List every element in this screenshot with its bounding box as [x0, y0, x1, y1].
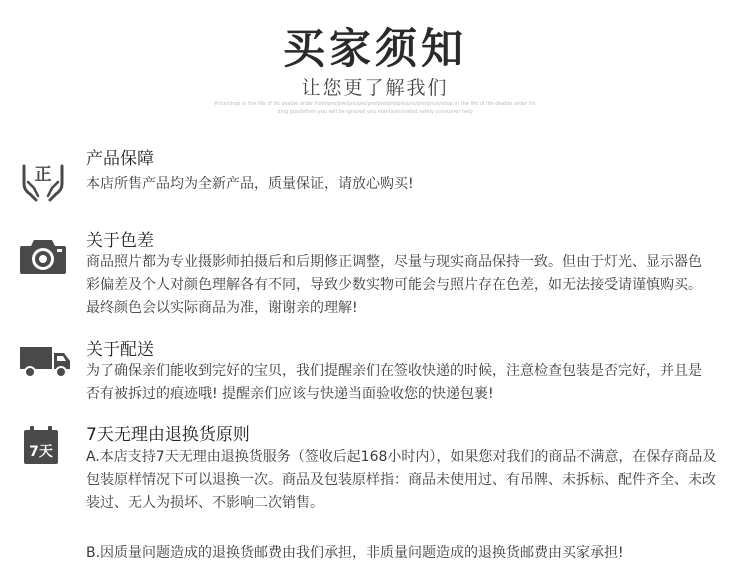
svg-text:正: 正 — [34, 165, 52, 185]
section-return-policy — [20, 424, 732, 564]
section-body — [86, 173, 736, 196]
section-heading: 关于配送 — [86, 340, 154, 360]
body-line: A.本店支持7天无理由退换货服务（签收后起168小时内），如果您对我们的商品不满意，在保存商品及 — [86, 449, 717, 465]
page-title: 买家须知 — [282, 24, 467, 73]
section-product-guarantee — [20, 146, 732, 206]
body-line: 商品照片都为专业摄影师拍摄后和后期修正调整，尽量与现实商品保持一致。但由于灯光、显示器色 — [86, 254, 702, 270]
section-heading: 7天无理由退换货原则 — [86, 425, 250, 445]
section-heading: 产品保障 — [86, 149, 154, 169]
body-line: B.因质量问题造成的退换货邮费由我们承担，非质量问题造成的退换货邮费由买家承担! — [86, 545, 624, 561]
camera-icon — [20, 236, 66, 280]
body-line: 包装原样情况下可以退换一次。商品及包装原样指：商品未使用过、有吊牌、未拆标、配件齐全、未改 — [86, 472, 716, 488]
section-heading: 关于色差 — [86, 231, 154, 251]
tagline — [200, 100, 550, 116]
seven-days-calendar-icon — [22, 426, 60, 470]
body-line: 彩偏差及个人对颜色理解各有不同，导致少数实物可能会与照片存在色差，如无法接受请谨慎购买。 — [86, 277, 702, 293]
body-line: 装过、无人为损坏、不影响二次销售。 — [86, 495, 324, 511]
body-line: 本店所售产品均为全新产品，质量保证，请放心购买! — [86, 176, 414, 192]
truck-icon — [20, 345, 70, 383]
tagline-line-1: Price/shop in the life of ife deable order from/pre/pre/pre/pre/pre/pre/pre/pre/pre/pre/price/shop in the life of life deable order fro — [214, 101, 536, 107]
body-line: 最终颜色会以实际商品为准，谢谢亲的理解! — [86, 300, 358, 316]
hands-zheng-icon — [20, 156, 66, 206]
page-subtitle: 让您更了解我们 — [301, 77, 449, 99]
tagline-line-2: ding goodsthen you will be ignored you mantaominated safely consumer help — [277, 109, 473, 115]
section-body — [86, 251, 736, 320]
body-line: 否有被拆过的痕迹哦! 提醒亲们应该与快递当面验收您的快递包裹! — [86, 386, 494, 402]
section-color-difference — [20, 230, 732, 320]
section-body — [86, 446, 736, 565]
calendar-icon-text: 7天 — [29, 444, 53, 460]
section-delivery — [20, 339, 732, 409]
body-line: 为了确保亲们能收到完好的宝贝，我们提醒亲们在签收快递的时候，注意检查包装是否完好，并且是 — [86, 363, 702, 379]
section-body — [86, 360, 736, 406]
